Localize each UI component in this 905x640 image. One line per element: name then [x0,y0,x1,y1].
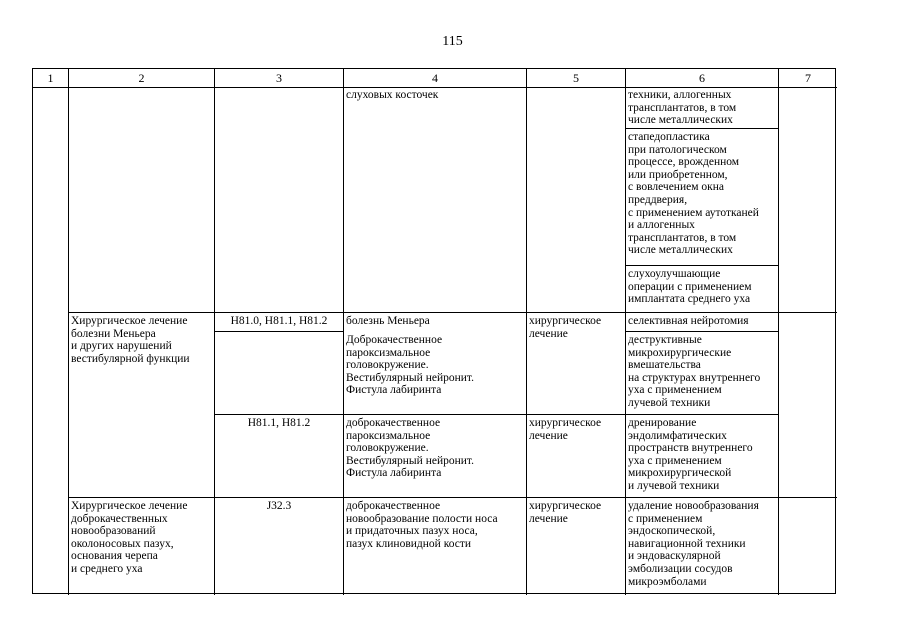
column-header-4: 4 [432,71,438,85]
column-header-3: 3 [276,71,282,85]
cell-icd-code-j32-3: J32.3 [266,500,292,512]
cell-method-drainage: дренирование эндолимфатических пространств внутреннего уха с применением микрохирургической и лучевой техники [628,417,753,492]
cell-method-hearing-improving: слухоулучшающие операции с применением имплантата среднего уха [628,268,752,306]
cell-disease-vertigo: Доброкачественное пароксизмальное головокружение. Вестибулярный нейронит. Фистула лабиринта [346,334,474,397]
cell-treatment-type-surgical-3: хирургическое лечение [529,500,602,525]
column-header-2: 2 [138,71,145,85]
cell-disease-benign-neoplasm: доброкачественное новообразование полости носа и придаточных пазух носа, пазух клиновидной кости [346,500,498,550]
page-number: 115 [442,34,463,49]
cell-method-neoplasm-removal: удаление новообразования с применением эндоскопической, навигационной техники и эндоваскулярной эмболизации сосудов микроэмболами [628,500,759,588]
cell-benign-neoplasm-treatment-profile: Хирургическое лечение доброкачественных новообразований околоносовых пазух, основания черепа и среднего уха [71,500,188,575]
cell-treatment-type-surgical-2: хирургическое лечение [529,417,602,442]
cell-method-continued: техники, аллогенных трансплантатов, в том числе металлических [628,89,737,127]
cell-icd-codes-h81: H81.0, H81.1, H81.2 [230,315,328,327]
cell-disease-vertigo-2: доброкачественное пароксизмальное головокружение. Вестибулярный нейронит. Фистула лабиринта [346,417,474,480]
cell-method-destructive: деструктивные микрохирургические вмешательства на структурах внутреннего уха с применением лучевой техники [628,334,761,409]
cell-disease-continued: слуховых косточек [346,89,439,101]
column-header-7: 7 [805,71,811,85]
cell-disease-menieres: болезнь Меньера [346,315,430,327]
cell-treatment-type-surgical: хирургическое лечение [529,315,602,340]
cell-method-stapedoplasty: стапедопластика при патологическом процессе, врожденном или приобретенном, с вовлечением окна преддверия, с применением аутотканей и аллогенных трансплантатов, в том числе металлических [628,131,759,257]
column-header-6: 6 [699,71,705,85]
column-header-5: 5 [573,71,579,85]
cell-method-selective-neurotomy: селективная нейротомия [628,315,749,327]
column-header-1: 1 [47,71,54,85]
cell-menieres-treatment-profile: Хирургическое лечение болезни Меньера и других нарушений вестибулярной функции [71,315,190,365]
medical-care-table [32,68,836,594]
cell-icd-codes-h81-1-2: H81.1, H81.2 [247,417,311,429]
